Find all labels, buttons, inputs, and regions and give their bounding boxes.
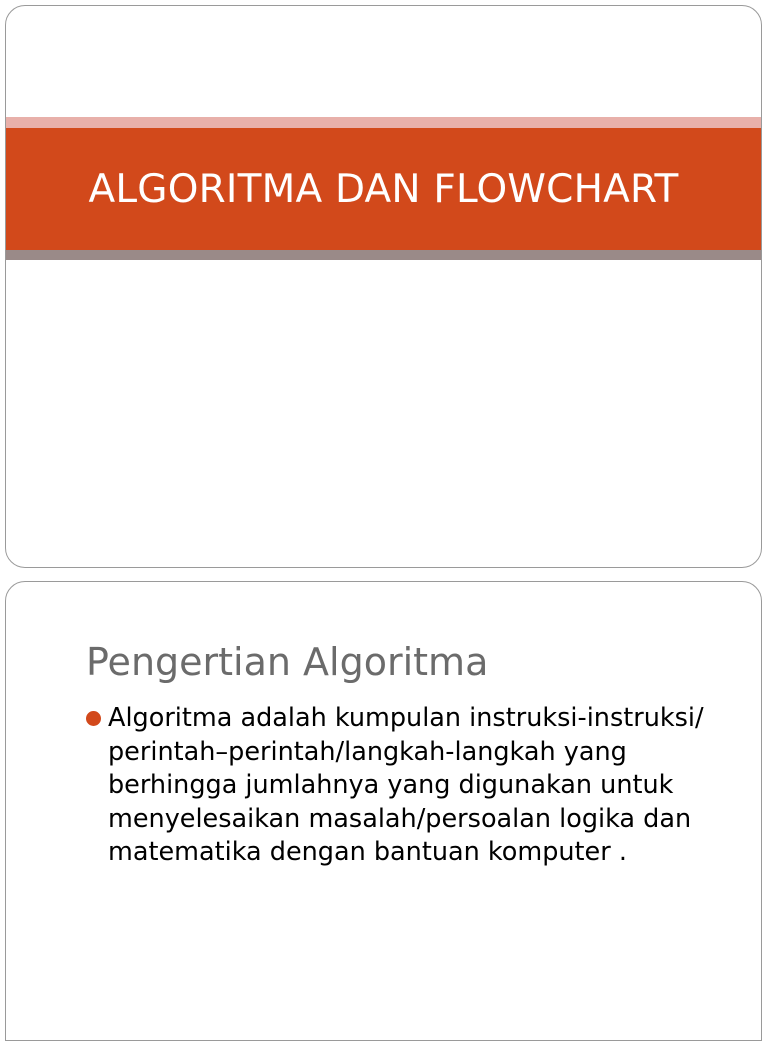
bullet-text: Algoritma adalah kumpulan instruksi-instruksi/ perintah–perintah/langkah-langkah yang berhingga jumlahnya yang digunakan untuk menyelesaikan masalah/persoalan logika dan matematika dengan bantuan komputer . [108, 703, 704, 867]
content-heading: Pengertian Algoritma [86, 640, 489, 684]
bullet-dot-icon [86, 711, 101, 726]
title-band [6, 128, 761, 250]
title-accent-top [6, 117, 761, 128]
bullet-item [86, 702, 726, 870]
title-slide [5, 5, 762, 568]
slide-title: ALGORITMA DAN FLOWCHART [88, 166, 679, 212]
title-accent-bottom [6, 250, 761, 260]
bullet-list [86, 702, 726, 870]
content-slide [5, 581, 762, 1041]
